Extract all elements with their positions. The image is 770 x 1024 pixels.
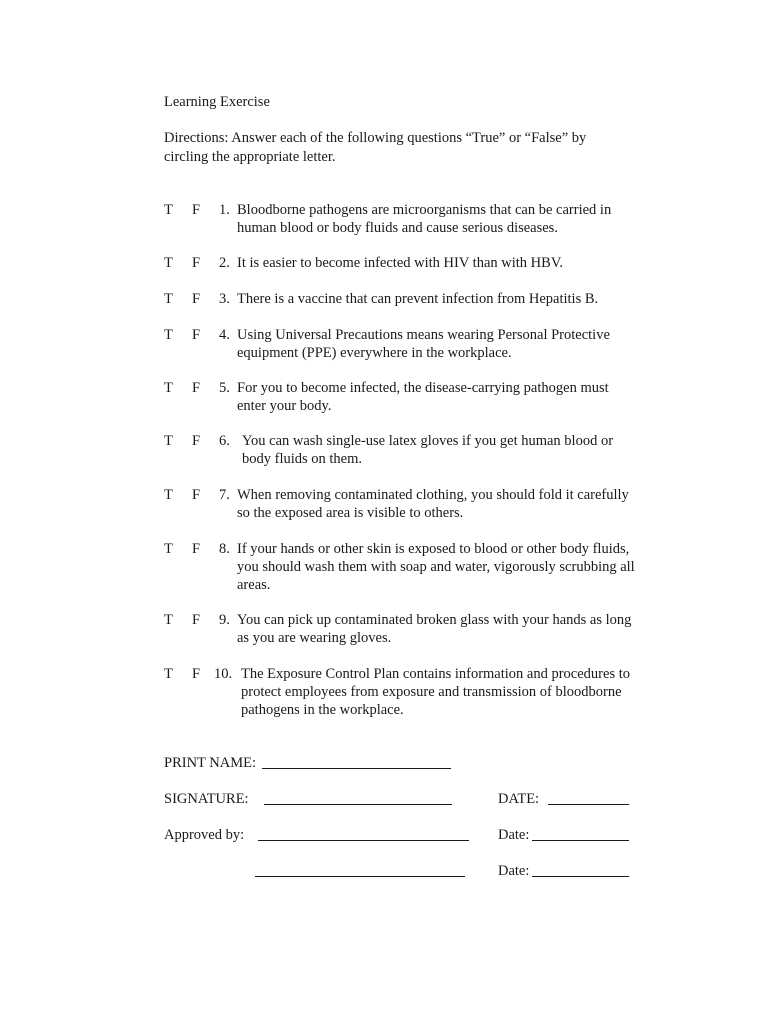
approved-by-field[interactable] [258, 840, 469, 841]
question-line: If your hands or other skin is exposed to blood or other body fluids, [237, 541, 630, 557]
true-choice[interactable]: T [164, 612, 173, 628]
false-choice[interactable]: F [192, 487, 201, 503]
second-approval-date-label: Date: [498, 863, 530, 879]
question-line: For you to become infected, the disease-carrying pathogen must [237, 380, 609, 396]
question-text [237, 290, 598, 308]
second-approver-field[interactable] [255, 876, 465, 877]
date-label: DATE: [498, 791, 540, 807]
directions-line-1: Directions: Answer each of the following questions “True” or “False” by [164, 130, 587, 146]
question-number: 8. [219, 541, 230, 557]
question-line: Bloodborne pathogens are microorganisms that can be carried in [237, 202, 612, 218]
question-number: 5. [219, 380, 230, 396]
true-choice[interactable]: T [164, 202, 173, 218]
question-number: 9. [219, 612, 230, 628]
question-line: so the exposed area is visible to others. [237, 505, 464, 521]
question-line: There is a vaccine that can prevent infection from Hepatitis B. [237, 291, 599, 307]
false-choice[interactable]: F [192, 433, 201, 449]
question-line: protect employees from exposure and transmission of bloodborne [241, 684, 622, 700]
print-name-field[interactable] [262, 768, 451, 769]
false-choice[interactable]: F [192, 255, 201, 271]
question-line: You can wash single-use latex gloves if you get human blood or [242, 433, 614, 449]
question-number: 4. [219, 327, 230, 343]
question-line: equipment (PPE) everywhere in the workplace. [237, 345, 512, 361]
question-number: 2. [219, 255, 230, 271]
question-line: You can pick up contaminated broken glass with your hands as long [237, 612, 632, 628]
false-choice[interactable]: F [192, 327, 201, 343]
false-choice[interactable]: F [192, 291, 201, 307]
page-title: Learning Exercise [164, 94, 270, 110]
question-line: human blood or body fluids and cause serious diseases. [237, 220, 558, 236]
question-line: body fluids on them. [242, 451, 363, 467]
second-approval-date-field[interactable] [532, 876, 629, 877]
question-number: 3. [219, 291, 230, 307]
true-choice[interactable]: T [164, 255, 173, 271]
question-line: When removing contaminated clothing, you should fold it carefully [237, 487, 629, 503]
true-choice[interactable]: T [164, 327, 173, 343]
question-line: you should wash them with soap and water, vigorously scrubbing all [237, 559, 635, 575]
false-choice[interactable]: F [192, 666, 201, 682]
question-line: pathogens in the workplace. [241, 702, 404, 718]
false-choice[interactable]: F [192, 612, 201, 628]
date-field[interactable] [548, 804, 629, 805]
true-choice[interactable]: T [164, 380, 173, 396]
false-choice[interactable]: F [192, 380, 201, 396]
approval-date-label: Date: [498, 827, 530, 843]
question-text [237, 201, 611, 237]
true-choice[interactable]: T [164, 487, 173, 503]
question-number: 1. [219, 202, 230, 218]
question-line: It is easier to become infected with HIV than with HBV. [237, 255, 564, 271]
false-choice[interactable]: F [192, 202, 201, 218]
true-choice[interactable]: T [164, 666, 173, 682]
question-number: 7. [219, 487, 230, 503]
question-line: areas. [237, 577, 271, 593]
approved-by-label: Approved by: [164, 827, 245, 843]
question-text [241, 665, 630, 719]
question-text [242, 432, 613, 468]
false-choice[interactable]: F [192, 541, 201, 557]
question-text [237, 379, 609, 415]
true-choice[interactable]: T [164, 433, 173, 449]
directions-line-2: circling the appropriate letter. [164, 149, 336, 165]
question-text [237, 326, 610, 362]
question-text [237, 540, 635, 594]
question-text [237, 611, 631, 647]
question-line: Using Universal Precautions means wearing Personal Protective [237, 327, 610, 343]
signature-label: SIGNATURE: [164, 791, 249, 807]
question-text [237, 486, 629, 522]
question-line: enter your body. [237, 398, 332, 414]
question-text [237, 254, 563, 272]
approval-date-field[interactable] [532, 840, 629, 841]
question-number: 6. [219, 433, 230, 449]
signature-field[interactable] [264, 804, 452, 805]
question-line: as you are wearing gloves. [237, 630, 392, 646]
question-number: 10. [214, 666, 233, 682]
true-choice[interactable]: T [164, 541, 173, 557]
true-choice[interactable]: T [164, 291, 173, 307]
print-name-label: PRINT NAME: [164, 755, 256, 771]
question-line: The Exposure Control Plan contains information and procedures to [241, 666, 630, 682]
